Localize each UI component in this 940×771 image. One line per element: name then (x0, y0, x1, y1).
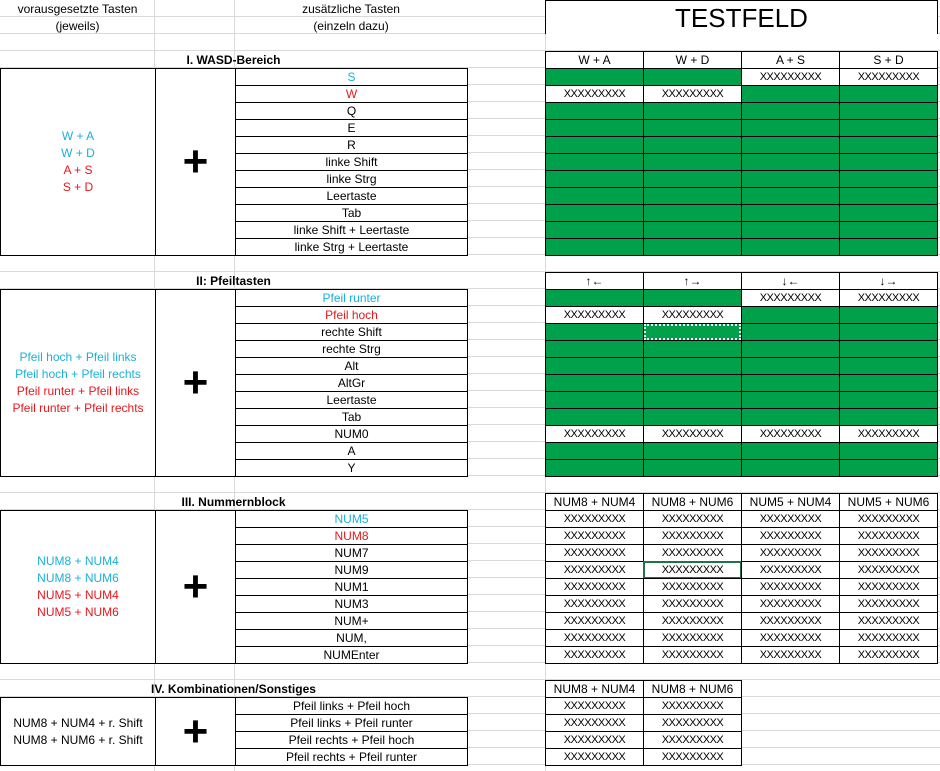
additional-key-cell[interactable]: Leertaste (235, 187, 468, 205)
prerequisite-keys-box (0, 697, 156, 766)
section-title: III. Nummernblock (181, 494, 286, 509)
test-cell-not-applicable[interactable]: XXXXXXXXX (741, 289, 840, 307)
test-cell-not-applicable[interactable]: XXXXXXXXX (643, 748, 742, 766)
test-cell-pass[interactable] (643, 221, 742, 239)
test-cell-pass[interactable] (545, 408, 644, 426)
test-cell-not-applicable[interactable]: XXXXXXXXX (741, 646, 840, 664)
additional-key-cell[interactable]: NUM0 (235, 425, 468, 443)
test-cell-pass[interactable] (643, 289, 742, 307)
test-cell-pass[interactable] (741, 221, 840, 239)
test-cell-not-applicable[interactable]: XXXXXXXXX (839, 595, 938, 613)
test-cell-pass[interactable] (545, 374, 644, 392)
test-cell-not-applicable[interactable]: XXXXXXXXX (741, 527, 840, 545)
test-cell-pass[interactable] (741, 357, 840, 375)
additional-key-cell[interactable]: Leertaste (235, 391, 468, 409)
test-cell-not-applicable[interactable]: XXXXXXXXX (839, 527, 938, 545)
test-cell-not-applicable[interactable]: XXXXXXXXX (545, 510, 644, 528)
test-cell-pass[interactable] (545, 204, 644, 222)
prerequisite-key: NUM8 + NUM4 + r. Shift (13, 715, 143, 730)
test-cell-not-applicable[interactable]: XXXXXXXXX (643, 731, 742, 749)
test-cell-pass[interactable] (643, 238, 742, 256)
test-column-header: NUM5 + NUM6 (839, 493, 938, 511)
additional-key-cell[interactable]: Pfeil rechts + Pfeil hoch (235, 731, 468, 749)
additional-key-cell[interactable]: NUM+ (235, 612, 468, 630)
test-cell-not-applicable[interactable]: XXXXXXXXX (741, 561, 840, 579)
test-cell-not-applicable[interactable]: XXXXXXXXX (741, 612, 840, 630)
additional-key-cell[interactable]: linke Shift + Leertaste (235, 221, 468, 239)
test-cell-pass[interactable] (839, 221, 938, 239)
test-cell-not-applicable[interactable]: XXXXXXXXX (643, 544, 742, 562)
test-cell-pass[interactable] (545, 187, 644, 205)
test-cell-pass[interactable] (643, 374, 742, 392)
plus-sign: + (155, 68, 236, 256)
test-cell-not-applicable[interactable]: XXXXXXXXX (741, 629, 840, 647)
test-cell-pass[interactable] (741, 102, 840, 120)
test-cell-not-applicable[interactable]: XXXXXXXXX (643, 306, 742, 324)
test-column-header: W + D (643, 51, 742, 69)
test-cell-not-applicable[interactable]: XXXXXXXXX (839, 510, 938, 528)
test-cell-not-applicable[interactable]: XXXXXXXXX (545, 544, 644, 562)
prerequisite-keys-box (0, 510, 156, 664)
additional-key-cell[interactable]: NUM7 (235, 544, 468, 562)
plus-sign: + (155, 697, 236, 766)
additional-key-cell[interactable]: NUM5 (235, 510, 468, 528)
test-cell-pass[interactable] (643, 153, 742, 171)
test-column-header: NUM5 + NUM4 (741, 493, 840, 511)
test-cell-not-applicable[interactable]: XXXXXXXXX (545, 527, 644, 545)
test-cell-not-applicable[interactable]: XXXXXXXXX (643, 425, 742, 443)
prerequisite-key: NUM8 + NUM4 (37, 554, 119, 568)
test-cell-not-applicable[interactable]: XXXXXXXXX (545, 561, 644, 579)
test-cell-not-applicable[interactable]: XXXXXXXXX (643, 629, 742, 647)
test-column-header: NUM8 + NUM6 (643, 680, 742, 698)
test-cell-not-applicable[interactable]: XXXXXXXXX (741, 68, 840, 86)
test-cell-pass[interactable] (643, 391, 742, 409)
additional-key-cell[interactable]: Tab (235, 204, 468, 222)
test-cell-pass[interactable] (839, 238, 938, 256)
prerequisite-key: Pfeil hoch + Pfeil links (19, 350, 137, 364)
test-column-header: ↑← (545, 272, 644, 290)
additional-key-cell[interactable]: Pfeil links + Pfeil runter (235, 714, 468, 732)
test-cell-not-applicable[interactable]: XXXXXXXXX (643, 714, 742, 732)
test-cell-not-applicable[interactable]: XXXXXXXXX (643, 697, 742, 715)
test-cell-pass[interactable] (839, 442, 938, 460)
test-cell-pass[interactable] (643, 102, 742, 120)
additional-key-cell[interactable]: Pfeil runter (235, 289, 468, 307)
section-title: I. WASD-Bereich (186, 52, 281, 67)
test-cell-not-applicable[interactable]: XXXXXXXXX (643, 595, 742, 613)
test-cell-pass[interactable] (839, 459, 938, 477)
test-cell-pass[interactable] (643, 204, 742, 222)
test-cell-pass[interactable] (741, 187, 840, 205)
test-cell-pass[interactable] (741, 323, 840, 341)
additional-key-cell[interactable]: rechte Strg (235, 340, 468, 358)
test-cell-pass[interactable] (741, 306, 840, 324)
test-column-header: NUM8 + NUM4 (545, 680, 644, 698)
additional-key-cell[interactable]: NUM9 (235, 561, 468, 579)
test-cell-pass[interactable] (839, 340, 938, 358)
test-cell-not-applicable[interactable]: XXXXXXXXX (545, 85, 644, 103)
additional-key-cell[interactable]: rechte Shift (235, 323, 468, 341)
test-cell-pass[interactable] (741, 391, 840, 409)
test-cell-not-applicable[interactable]: XXXXXXXXX (839, 561, 938, 579)
test-cell-pass[interactable] (545, 442, 644, 460)
test-cell-not-applicable[interactable]: XXXXXXXXX (643, 646, 742, 664)
test-cell-not-applicable[interactable]: XXXXXXXXX (741, 425, 840, 443)
test-column-header: S + D (839, 51, 938, 69)
test-cell-pass[interactable] (545, 357, 644, 375)
test-cell-pass[interactable] (741, 408, 840, 426)
additional-key-cell[interactable]: NUM8 (235, 527, 468, 545)
test-cell-pass[interactable] (545, 102, 644, 120)
test-cell-not-applicable[interactable]: XXXXXXXXX (545, 578, 644, 596)
additional-key-cell[interactable]: R (235, 136, 468, 154)
test-cell-pass[interactable] (545, 323, 644, 341)
test-cell-pass[interactable] (839, 136, 938, 154)
test-cell-not-applicable[interactable]: XXXXXXXXX (839, 612, 938, 630)
test-cell-pass[interactable] (741, 340, 840, 358)
prerequisite-key: NUM5 + NUM6 (37, 605, 119, 619)
test-cell-pass[interactable] (545, 170, 644, 188)
additional-key-cell[interactable]: Pfeil hoch (235, 306, 468, 324)
test-cell-not-applicable[interactable]: XXXXXXXXX (839, 289, 938, 307)
test-cell-pass[interactable] (545, 238, 644, 256)
additional-key-cell[interactable]: S (235, 68, 468, 86)
prerequisite-key: Pfeil hoch + Pfeil rechts (15, 367, 141, 381)
test-cell-not-applicable[interactable]: XXXXXXXXX (741, 510, 840, 528)
test-cell-pass[interactable] (545, 221, 644, 239)
test-cell-not-applicable[interactable]: XXXXXXXXX (643, 85, 742, 103)
test-cell-pass[interactable] (839, 357, 938, 375)
prerequisite-key: A + S (63, 163, 93, 177)
test-cell-pass[interactable] (643, 170, 742, 188)
test-cell-pass[interactable] (741, 459, 840, 477)
test-cell-pass[interactable] (545, 340, 644, 358)
test-cell-not-applicable[interactable]: XXXXXXXXX (545, 306, 644, 324)
test-cell-pass[interactable] (545, 391, 644, 409)
test-cell-not-applicable[interactable]: XXXXXXXXX (545, 629, 644, 647)
additional-key-cell[interactable]: Pfeil links + Pfeil hoch (235, 697, 468, 715)
test-cell-not-applicable[interactable]: XXXXXXXXX (839, 629, 938, 647)
test-cell-pass[interactable] (839, 170, 938, 188)
test-cell-not-applicable[interactable]: XXXXXXXXX (643, 612, 742, 630)
test-cell-not-applicable[interactable]: XXXXXXXXX (741, 595, 840, 613)
header-col2-line2: (einzeln dazu) (313, 18, 389, 33)
test-cell-not-applicable[interactable]: XXXXXXXXX (545, 748, 644, 766)
prerequisite-key: W + D (61, 146, 95, 160)
test-cell-not-applicable[interactable]: XXXXXXXXX (545, 646, 644, 664)
test-cell-pass[interactable] (545, 459, 644, 477)
test-cell-pass[interactable] (643, 459, 742, 477)
prerequisite-key: Pfeil runter + Pfeil rechts (12, 401, 144, 415)
prerequisite-key: NUM8 + NUM6 + r. Shift (13, 732, 143, 747)
test-cell-pass[interactable] (839, 374, 938, 392)
prerequisite-key: S + D (62, 180, 94, 194)
test-cell-pass[interactable] (545, 119, 644, 137)
test-cell-pass[interactable] (839, 187, 938, 205)
test-cell-pass[interactable] (643, 340, 742, 358)
test-cell-pass[interactable] (741, 204, 840, 222)
test-cell-pass[interactable] (545, 68, 644, 86)
test-cell-pass[interactable] (741, 238, 840, 256)
additional-key-cell[interactable]: linke Shift (235, 153, 468, 171)
test-cell-pass[interactable] (741, 119, 840, 137)
test-cell-pass[interactable] (839, 323, 938, 341)
test-cell-pass[interactable] (741, 85, 840, 103)
prerequisite-keys-box (0, 68, 156, 256)
header-col1-line2: (jeweils) (55, 18, 100, 33)
test-cell-not-applicable[interactable]: XXXXXXXXX (545, 714, 644, 732)
test-cell-pass[interactable] (643, 187, 742, 205)
additional-key-cell[interactable]: AltGr (235, 374, 468, 392)
test-cell-not-applicable[interactable]: XXXXXXXXX (741, 544, 840, 562)
additional-key-cell[interactable]: E (235, 119, 468, 137)
test-cell-not-applicable[interactable]: XXXXXXXXX (545, 425, 644, 443)
test-cell-not-applicable[interactable]: XXXXXXXXX (741, 578, 840, 596)
section-title: IV. Kombinationen/Sonstiges (151, 681, 316, 696)
additional-key-cell[interactable]: Pfeil rechts + Pfeil runter (235, 748, 468, 766)
test-cell-not-applicable[interactable]: XXXXXXXXX (643, 578, 742, 596)
test-cell-not-applicable[interactable]: XXXXXXXXX (839, 68, 938, 86)
test-cell-pass[interactable] (839, 153, 938, 171)
test-cell-pass[interactable] (643, 136, 742, 154)
test-column-header: ↓→ (839, 272, 938, 290)
test-cell-not-applicable[interactable]: XXXXXXXXX (839, 646, 938, 664)
test-cell-not-applicable[interactable]: XXXXXXXXX (545, 697, 644, 715)
test-cell-pass[interactable] (643, 357, 742, 375)
test-column-header: NUM8 + NUM6 (643, 493, 742, 511)
test-column-header: ↑→ (643, 272, 742, 290)
prerequisite-key: NUM8 + NUM6 (37, 571, 119, 585)
test-cell-pass[interactable] (839, 306, 938, 324)
testfeld-title: TESTFELD (545, 0, 938, 34)
test-cell-not-applicable[interactable]: XXXXXXXXX (839, 544, 938, 562)
prerequisite-key: NUM5 + NUM4 (37, 588, 119, 602)
test-cell-pass[interactable] (643, 442, 742, 460)
test-cell-selected[interactable] (643, 323, 742, 341)
additional-key-cell[interactable]: linke Strg (235, 170, 468, 188)
test-cell-not-applicable[interactable]: XXXXXXXXX (545, 731, 644, 749)
plus-sign: + (155, 510, 236, 664)
test-cell-pass[interactable] (839, 408, 938, 426)
test-cell-pass[interactable] (741, 442, 840, 460)
test-cell-pass[interactable] (839, 204, 938, 222)
additional-key-cell[interactable]: W (235, 85, 468, 103)
test-cell-pass[interactable] (545, 289, 644, 307)
additional-key-cell[interactable]: A (235, 442, 468, 460)
header-col1-line1: vorausgesetzte Tasten (17, 1, 138, 16)
plus-sign: + (155, 289, 236, 477)
additional-key-cell[interactable]: NUM1 (235, 578, 468, 596)
test-column-header: W + A (545, 51, 644, 69)
test-cell-pass[interactable] (643, 119, 742, 137)
test-column-header: ↓← (741, 272, 840, 290)
test-cell-pass[interactable] (839, 102, 938, 120)
test-cell-pass[interactable] (545, 153, 644, 171)
test-cell-pass[interactable] (643, 408, 742, 426)
test-cell-not-applicable[interactable]: XXXXXXXXX (643, 510, 742, 528)
additional-key-cell[interactable]: Tab (235, 408, 468, 426)
prerequisite-key: W + A (61, 129, 95, 143)
additional-key-cell[interactable]: NUMEnter (235, 646, 468, 664)
test-cell-pass[interactable] (741, 136, 840, 154)
test-cell-pass[interactable] (839, 391, 938, 409)
additional-key-cell[interactable]: NUM, (235, 629, 468, 647)
additional-key-cell[interactable]: Alt (235, 357, 468, 375)
test-cell-active[interactable]: XXXXXXXXX (643, 561, 742, 579)
test-cell-pass[interactable] (643, 68, 742, 86)
test-cell-not-applicable[interactable]: XXXXXXXXX (545, 612, 644, 630)
test-cell-not-applicable[interactable]: XXXXXXXXX (839, 425, 938, 443)
test-cell-not-applicable[interactable]: XXXXXXXXX (643, 527, 742, 545)
additional-key-cell[interactable]: NUM3 (235, 595, 468, 613)
test-column-header: A + S (741, 51, 840, 69)
test-cell-pass[interactable] (741, 374, 840, 392)
test-cell-pass[interactable] (741, 153, 840, 171)
additional-key-cell[interactable]: linke Strg + Leertaste (235, 238, 468, 256)
additional-key-cell[interactable]: Y (235, 459, 468, 477)
test-cell-pass[interactable] (839, 119, 938, 137)
additional-key-cell[interactable]: Q (235, 102, 468, 120)
prerequisite-key: Pfeil runter + Pfeil links (16, 384, 140, 398)
test-column-header: NUM8 + NUM4 (545, 493, 644, 511)
test-cell-not-applicable[interactable]: XXXXXXXXX (545, 595, 644, 613)
section-title: II: Pfeiltasten (196, 273, 271, 288)
prerequisite-keys-box (0, 289, 156, 477)
header-col2-line1: zusätzliche Tasten (302, 1, 400, 16)
test-cell-pass[interactable] (839, 85, 938, 103)
test-cell-not-applicable[interactable]: XXXXXXXXX (839, 578, 938, 596)
test-cell-pass[interactable] (741, 170, 840, 188)
test-cell-pass[interactable] (545, 136, 644, 154)
